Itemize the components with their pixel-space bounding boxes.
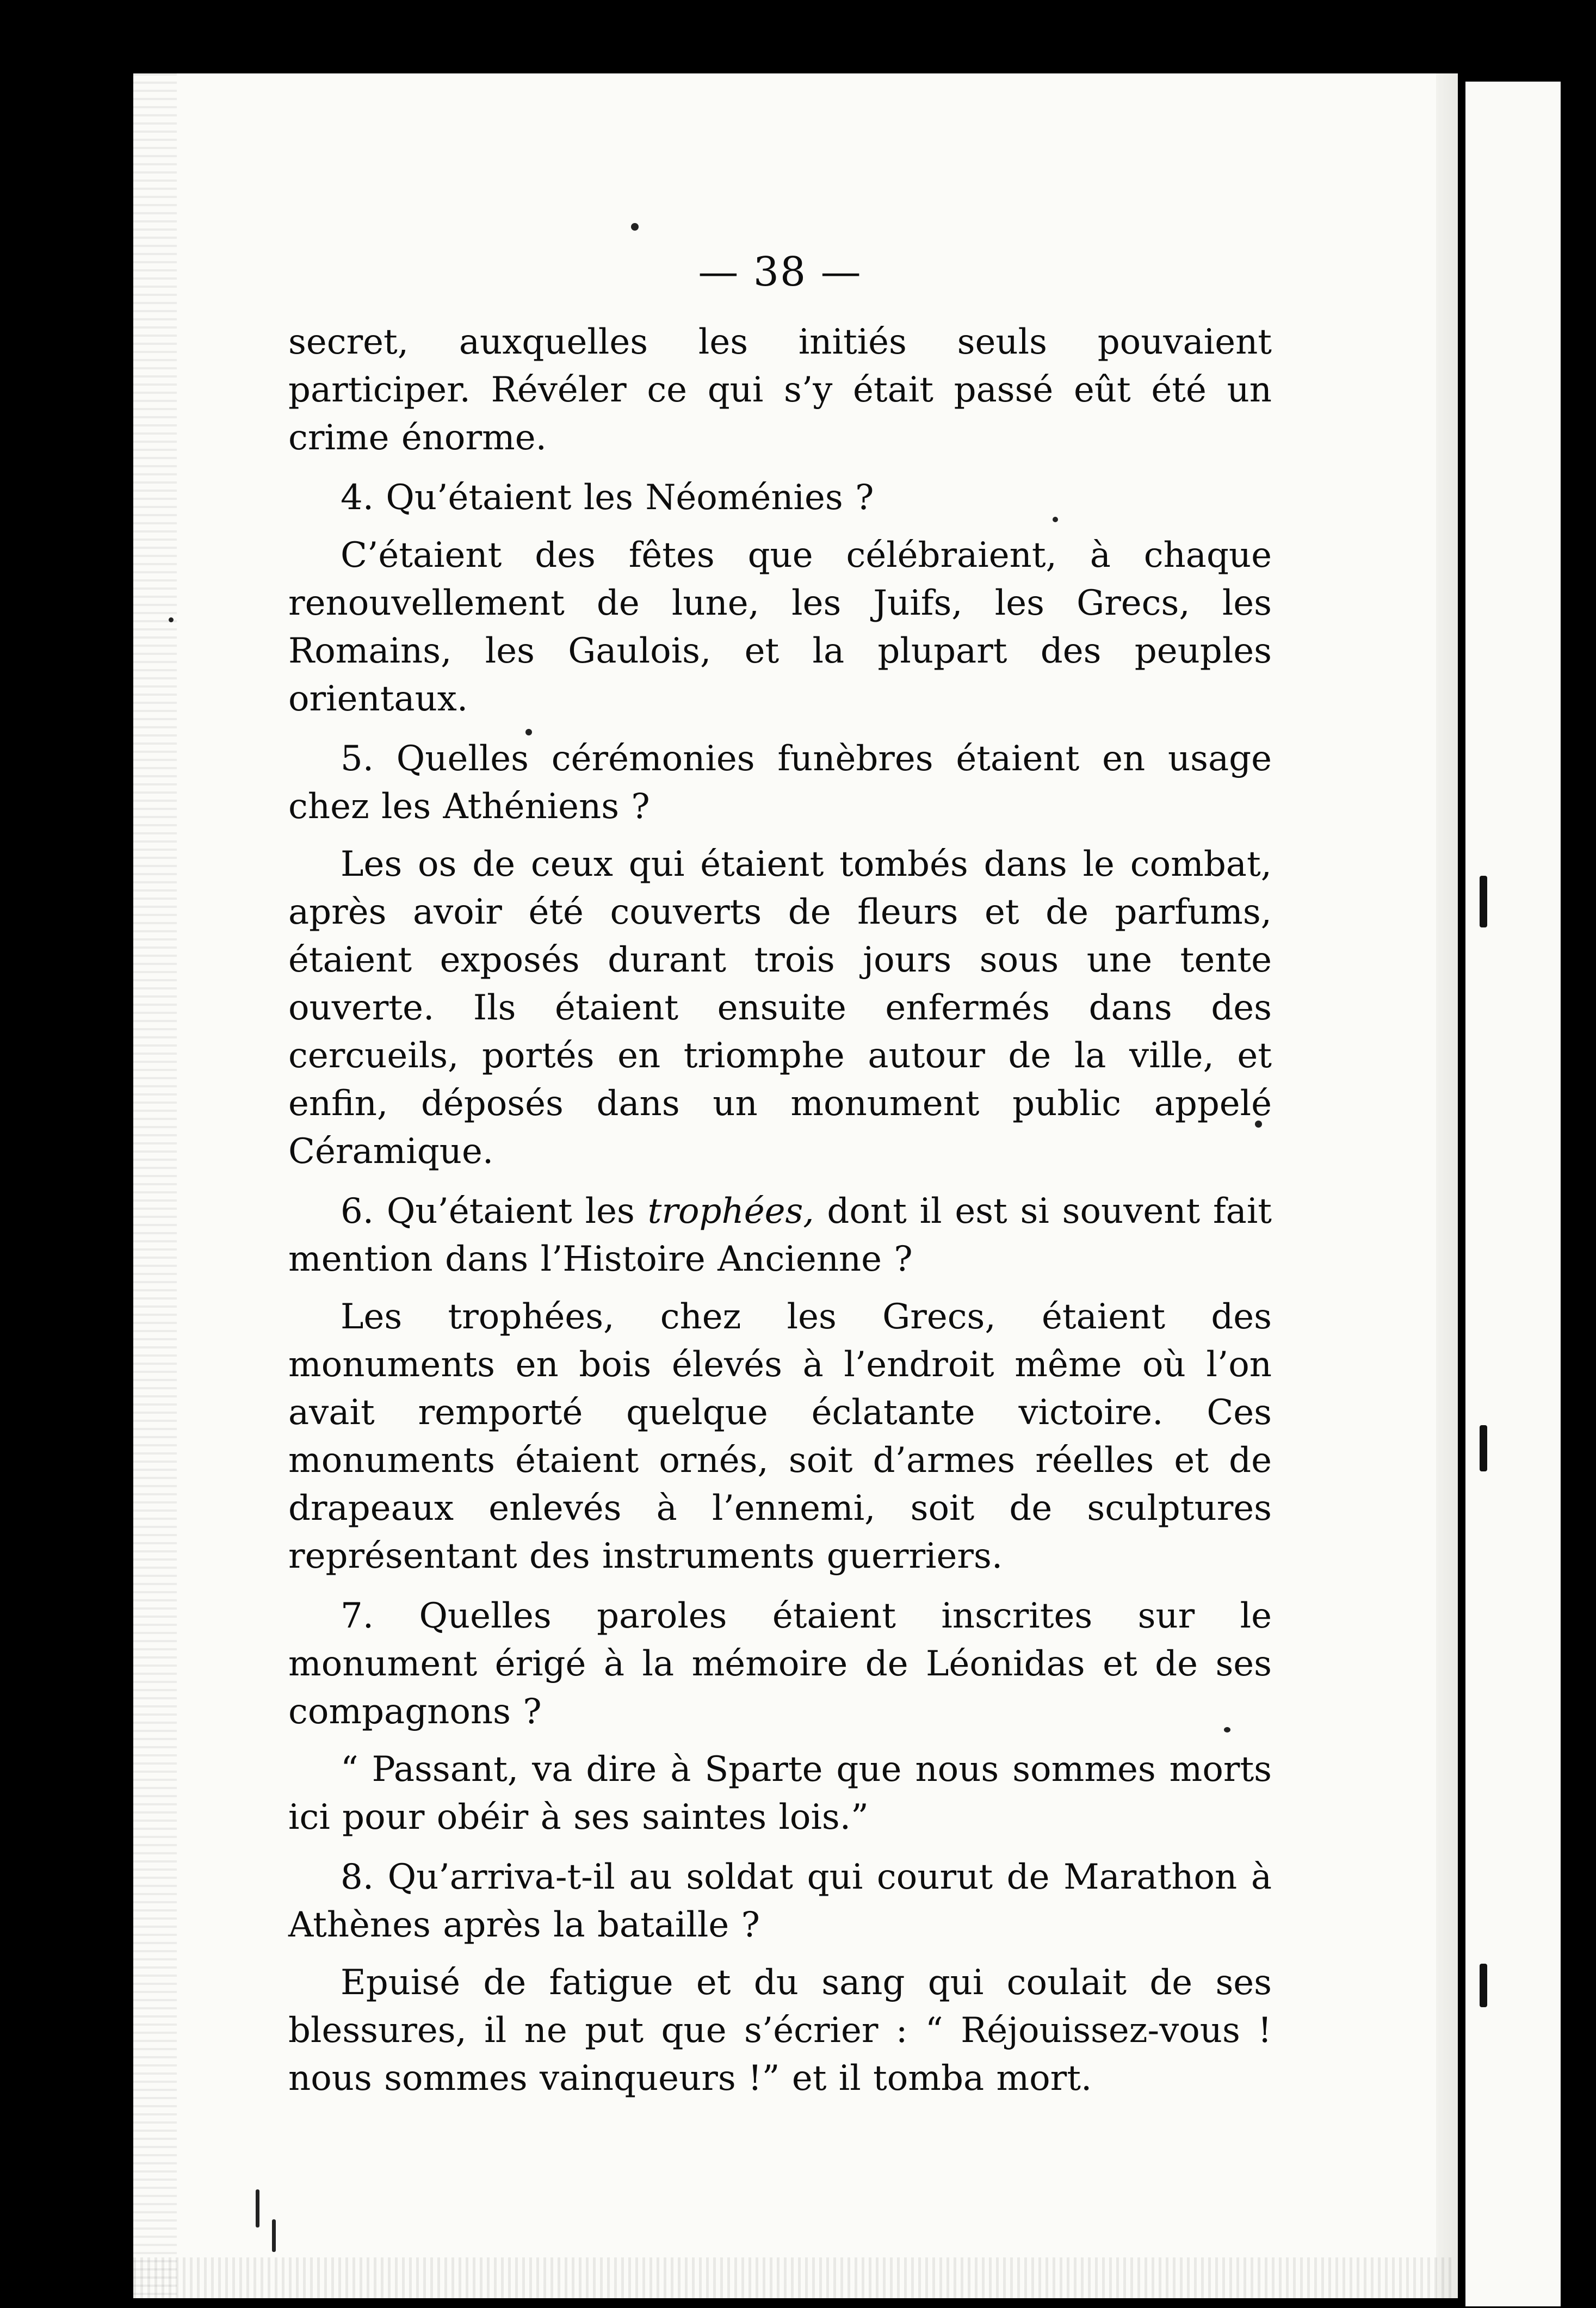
facing-page-mark xyxy=(1480,1425,1487,1471)
page-right-edge-shade xyxy=(1436,73,1458,2298)
page-text-column xyxy=(288,247,1272,2102)
binding-line xyxy=(1458,82,1465,2290)
facing-page-strip xyxy=(1465,82,1561,2306)
question-6-italic-term: trophées, xyxy=(647,1191,814,1232)
answer-6: Les trophées, chez les Grecs, étaient des monuments en bois élevés à l’endroit même où l’on avait remporté quelque éclatante victoire. Ces monuments étaient ornés, soit d’armes réelles et de drapeaux enlevés à l’ennemi, soit de sculptures représentant des instruments guerriers. xyxy=(288,1297,1272,1576)
question-6 xyxy=(288,1187,1272,1283)
facing-page-mark xyxy=(1480,876,1487,927)
facing-page-mark xyxy=(1480,1964,1487,2007)
question-4: 4. Qu’étaient les Néoménies ? xyxy=(341,478,874,518)
answer-4: C’étaient des fêtes que célébraient, à chaque renouvellement de lune, les Juifs, les Grecs, les Romains, les Gaulois, et la plupart des peuples orientaux. xyxy=(288,535,1272,719)
answer-5: Les os de ceux qui étaient tombés dans le combat, après avoir été couverts de fleurs et de parfums, étaient exposés durant trois jours sous une tente ouverte. Ils étaient ensuite enfermés dans des cercueils, portés en triomphe autour de la ville, et enfin, déposés dans un monument public appelé Céramique. xyxy=(288,844,1272,1172)
question-6-start: 6. Qu’étaient les xyxy=(341,1191,648,1232)
answer-7: “ Passant, va dire à Sparte que nous sommes morts ici pour obéir à ses saintes lois.” xyxy=(288,1749,1272,1837)
print-speck xyxy=(272,2219,276,2252)
page-number: — 38 — xyxy=(698,249,862,295)
question-7: 7. Quelles paroles étaient inscrites sur le monument érigé à la mémoire de Léonidas et de ses compagnons ? xyxy=(288,1596,1272,1732)
continuation-paragraph: secret, auxquelles les initiés seuls pouvaient participer. Révéler ce qui s’y était passé eût été un crime énorme. xyxy=(288,322,1272,458)
print-speck xyxy=(631,223,639,231)
page-left-edge-texture xyxy=(133,73,177,2298)
page-bottom-edge-texture xyxy=(133,2257,1455,2306)
print-speck xyxy=(169,617,174,622)
answer-8: Epuisé de fatigue et du sang qui coulait de ses blessures, il ne put que s’écrier : “ Réjouissez-vous ! nous sommes vainqueurs !” et il tomba mort. xyxy=(288,1963,1272,2099)
question-8: 8. Qu’arriva-t-il au soldat qui courut de Marathon à Athènes après la bataille ? xyxy=(288,1857,1272,1945)
print-speck xyxy=(256,2189,259,2227)
question-6-end: dont il est si souvent fait mention dans l’Histoire Ancienne ? xyxy=(288,1191,1272,1279)
question-5: 5. Quelles cérémonies funèbres étaient en usage chez les Athéniens ? xyxy=(288,739,1272,827)
